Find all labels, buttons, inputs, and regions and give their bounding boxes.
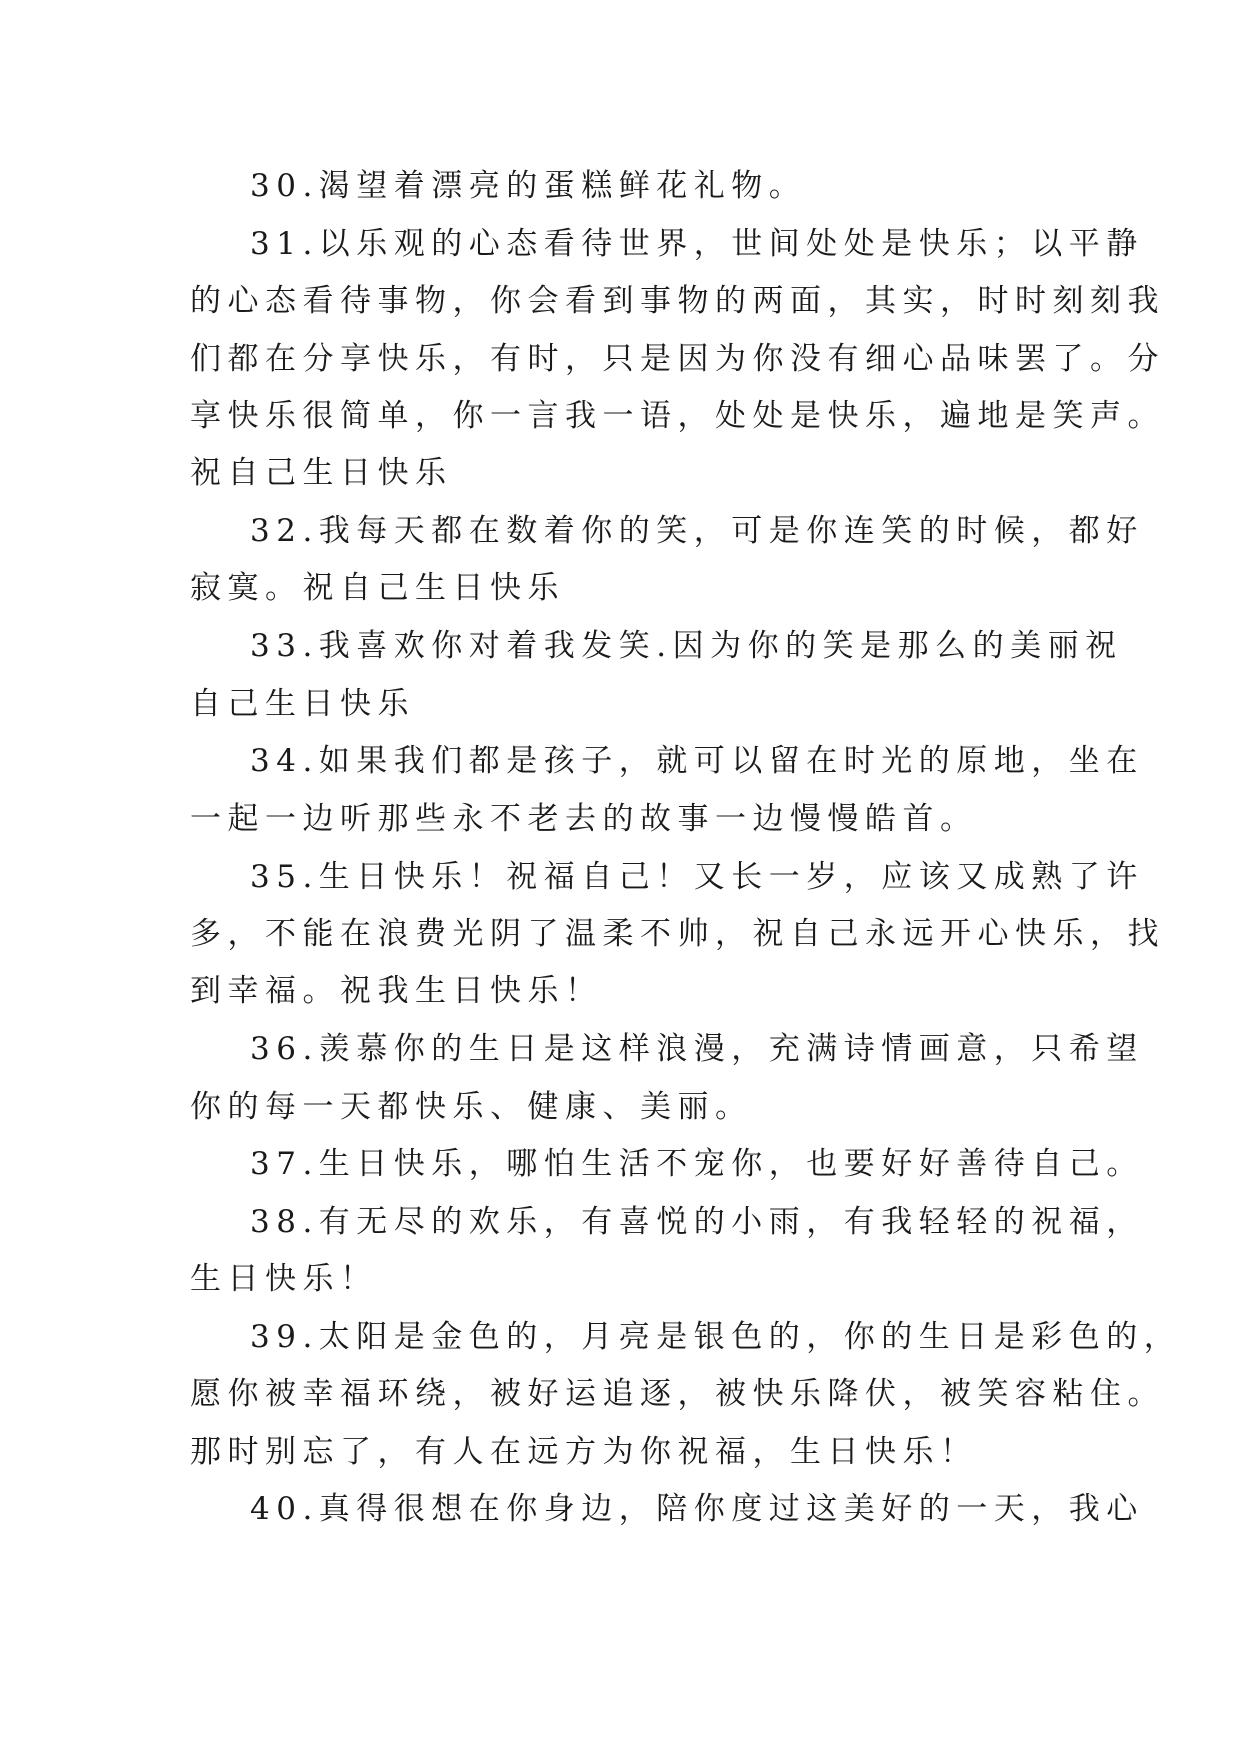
text-line: 38.有无尽的欢乐，有喜悦的小雨，有我轻轻的祝福，	[250, 1204, 1144, 1240]
text-line: 多，不能在浪费光阴了温柔不帅，祝自己永远开心快乐，找	[190, 916, 1165, 952]
text-line: 36.羡慕你的生日是这样浪漫，充满诗情画意，只希望	[250, 1031, 1144, 1067]
text-line: 你的每一天都快乐、健康、美丽。	[190, 1089, 753, 1125]
text-line: 那时别忘了，有人在远方为你祝福，生日快乐！	[190, 1434, 978, 1470]
text-line: 愿你被幸福环绕，被好运追逐，被快乐降伏，被笑容粘住。	[190, 1376, 1165, 1412]
text-line: 33.我喜欢你对着我发笑.因为你的笑是那么的美丽祝	[250, 628, 1123, 664]
text-line: 祝自己生日快乐	[190, 455, 453, 491]
text-line: 30.渴望着漂亮的蛋糕鲜花礼物。	[250, 168, 807, 204]
text-line: 生日快乐！	[190, 1261, 378, 1297]
text-line: 享快乐很简单，你一言我一语，处处是快乐，遍地是笑声。	[190, 398, 1165, 434]
text-line: 自己生日快乐	[190, 686, 415, 722]
text-line: 35.生日快乐！祝福自己！又长一岁，应该又成熟了许	[250, 859, 1144, 895]
text-line: 37.生日快乐，哪怕生活不宠你，也要好好善待自己。	[250, 1146, 1144, 1182]
text-line: 到幸福。祝我生日快乐！	[190, 973, 603, 1009]
text-line: 40.真得很想在你身边，陪你度过这美好的一天，我心	[250, 1491, 1144, 1527]
text-line: 寂寞。祝自己生日快乐	[190, 570, 565, 606]
text-line: 39.太阳是金色的，月亮是银色的，你的生日是彩色的，	[250, 1319, 1182, 1355]
text-line: 们都在分享快乐，有时，只是因为你没有细心品味罢了。分	[190, 341, 1165, 377]
text-line: 的心态看待事物，你会看到事物的两面，其实，时时刻刻我	[190, 283, 1165, 319]
text-line: 32.我每天都在数着你的笑，可是你连笑的时候，都好	[250, 513, 1144, 549]
text-line: 31.以乐观的心态看待世界，世间处处是快乐；以平静	[250, 226, 1144, 262]
text-line: 34.如果我们都是孩子，就可以留在时光的原地，坐在	[250, 743, 1144, 779]
text-line: 一起一边听那些永不老去的故事一边慢慢皓首。	[190, 801, 978, 837]
